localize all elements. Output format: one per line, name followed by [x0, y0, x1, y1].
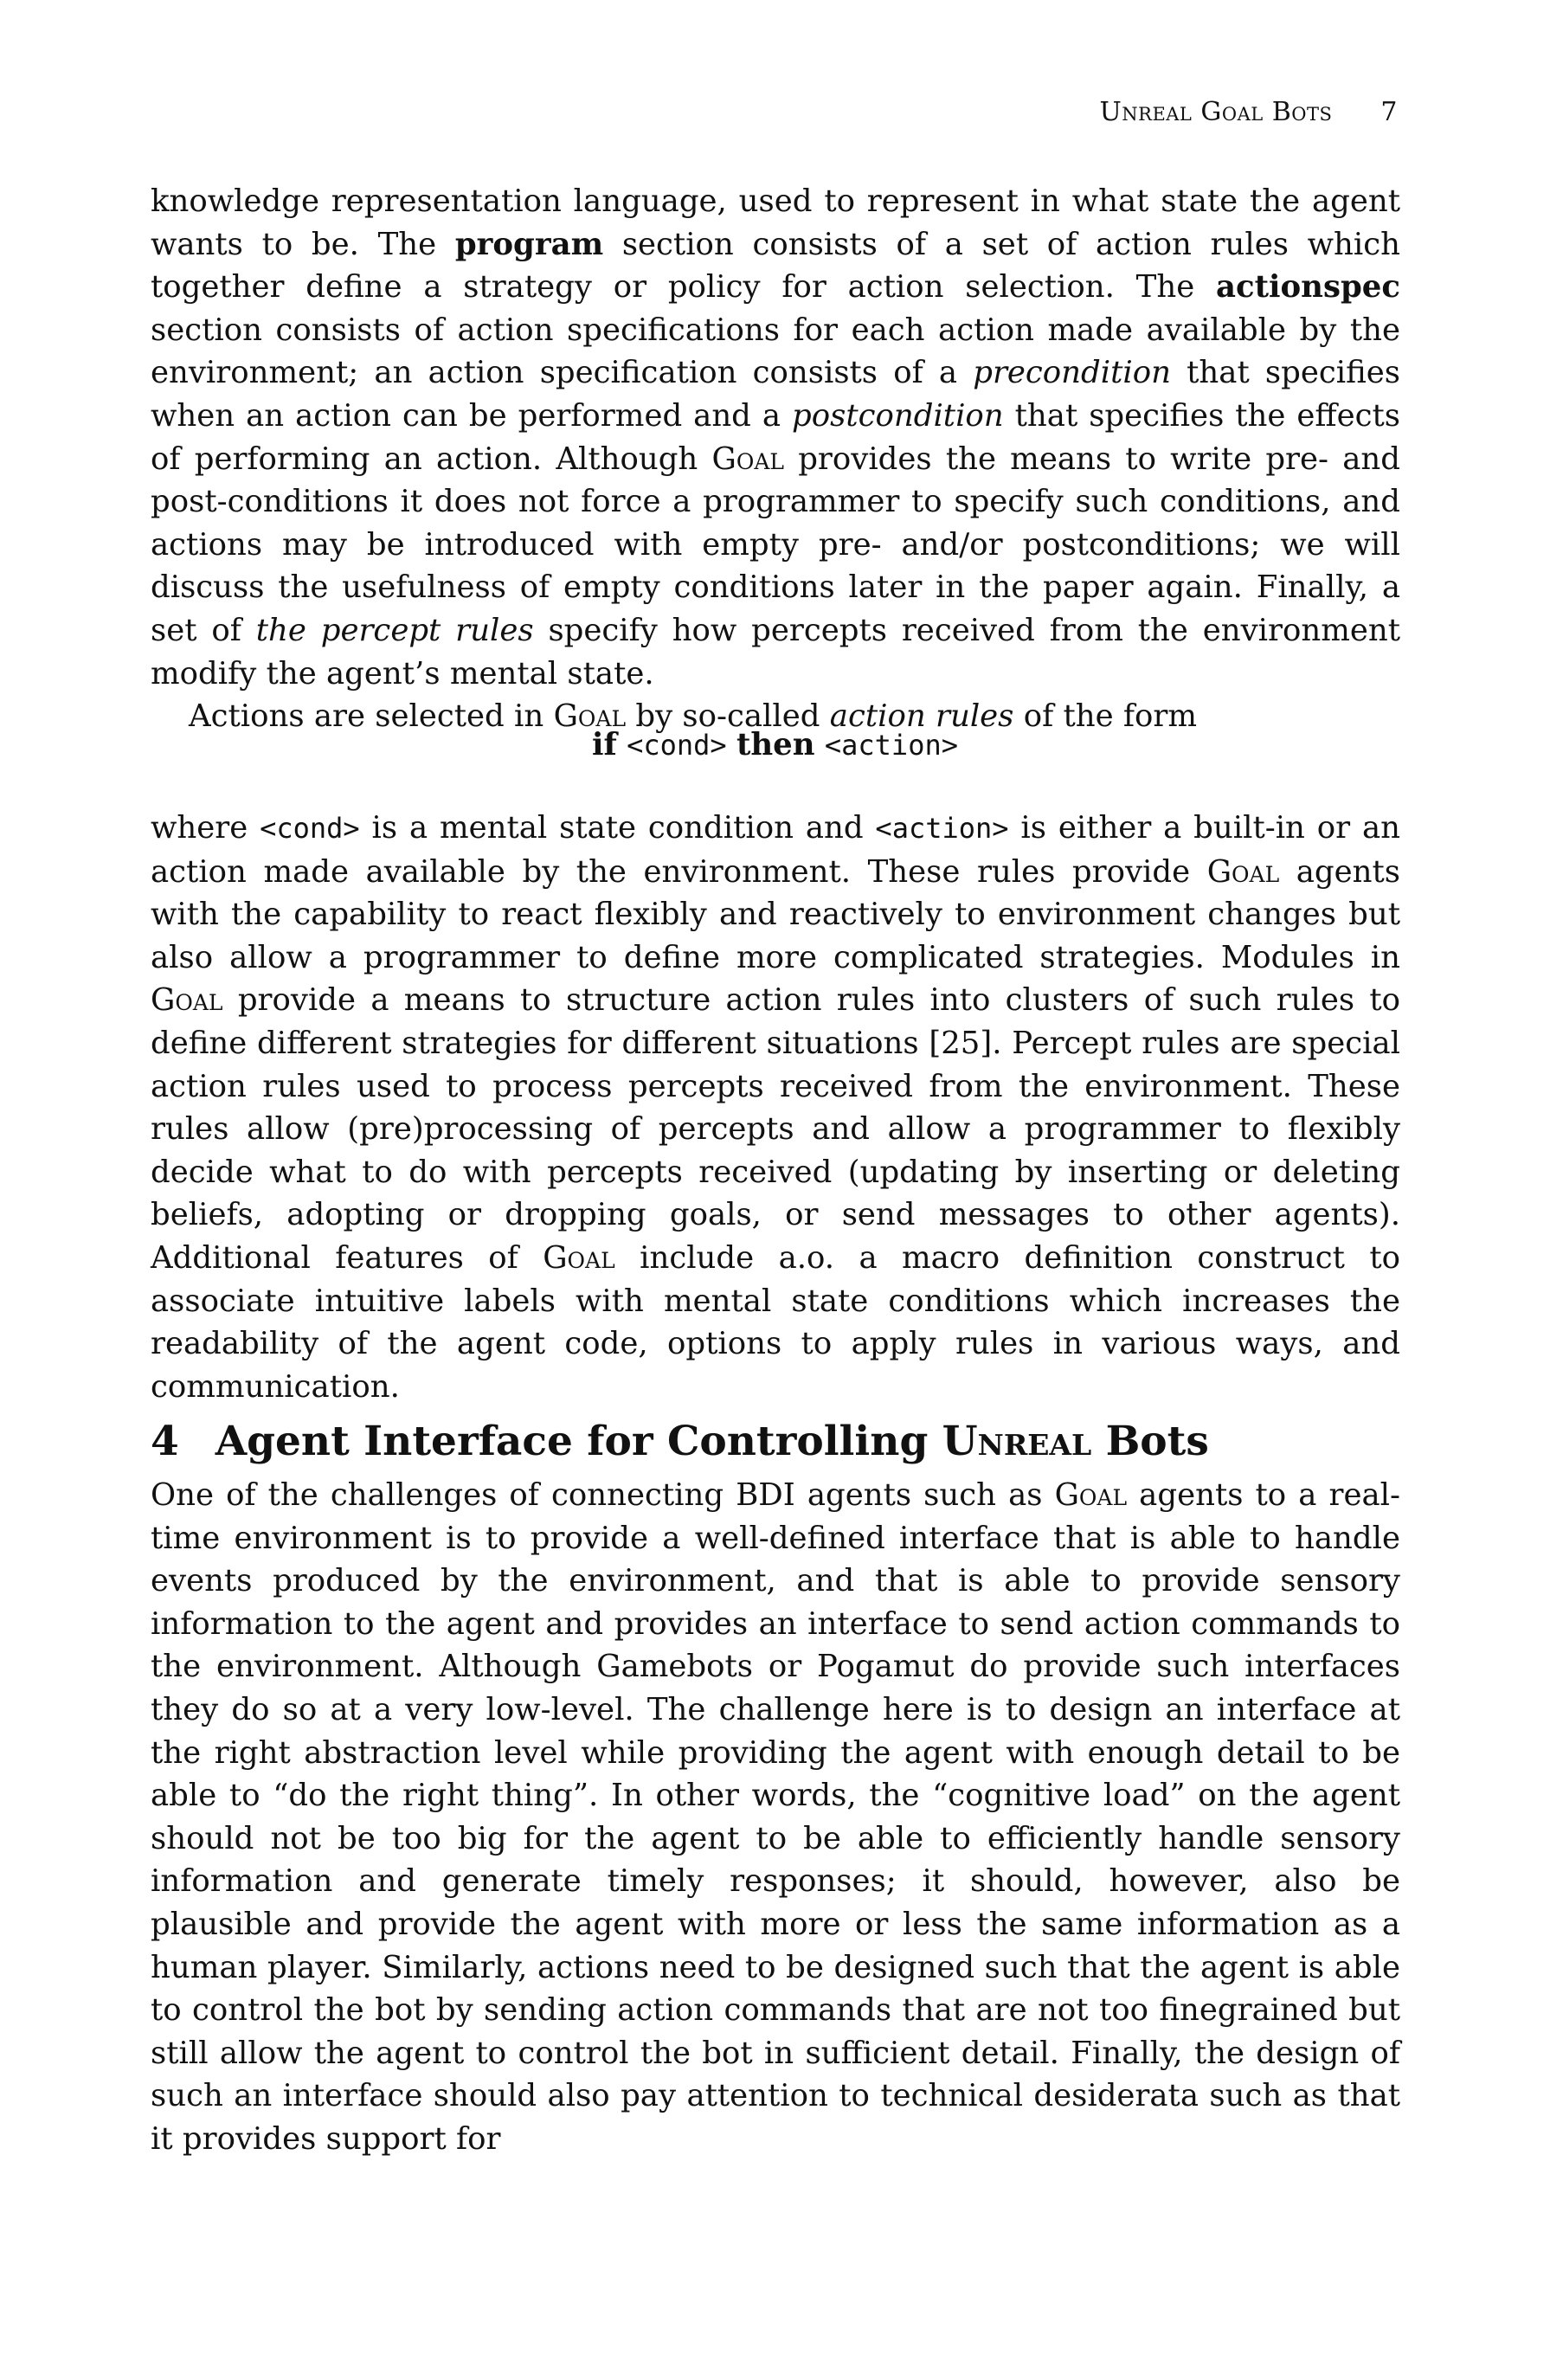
keyword-program: program: [454, 226, 604, 262]
body-block-bottom: [151, 1474, 1400, 2161]
paragraph-rules-explained: where <cond> is a mental state condition and <action> is either a built-in or an action made available by the environment. These rules provide Goal agents with the capability to react flexibly and reactively to environment changes but also allow a programmer to define more complicated strategies. Modules in Goal provide a means to structure action rules into clusters of such rules to define different strategies for different situations [25]. Percept rules are special action rules used to process percepts received from the environment. These rules allow (pre)processing of percepts and allow a programmer to flexibly decide what to do with percepts received (updating by inserting or deleting beliefs, adopting or dropping goals, or send messages to other agents). Additional features of Goal include a.o. a macro definition construct to associate intuitive labels with mental state conditions which increases the readability of the agent code, options to apply rules in various ways, and communication.: [151, 810, 1401, 1405]
keyword-actionspec: actionspec: [1216, 269, 1400, 306]
term-action-rules: action rules: [829, 698, 1014, 735]
term-precondition: precondition: [973, 355, 1171, 391]
action-rule-form: if <cond> then <action>: [592, 727, 958, 762]
goal-name: Goal: [553, 698, 627, 735]
goal-name: Goal: [711, 441, 784, 477]
paragraph-interface-challenges: One of the challenges of connecting BDI agents such as Goal agents to a real-time environment is to provide a well-defined interface that is able to handle events produced by the environment, and that is able to provide sensory information to the agent and provides an interface to send action commands to the environment. Although Gamebots or Pogamut do provide such interfaces they do so at a very low-level. The challenge here is to design an interface at the right abstraction level while providing the agent with enough detail to be able to “do the right thing”. In other words, the “cognitive load” on the agent should not be too big for the agent to be able to efficiently handle sensory information and generate timely responses; it should, however, also be plausible and provide the agent with more or less the same information as a human player. Similarly, actions need to be designed such that the agent is able to control the bot by sending action commands that are not too finegrained but still allow the agent to control the bot in sufficient detail. Finally, the design of such an interface should also pay attention to technical desiderata such as that it provides support for: [151, 1477, 1400, 2157]
section-heading: [151, 1418, 1400, 1465]
paragraph-goal-sections: knowledge representation language, used to represent in what state the agent wants to be. The program section consists of a set of action rules which together define a strategy or policy for action selection. The actionspec section consists of action specifications for each action made available by the environment; an action specification consists of a precondition that specifies when an action can be performed and a postcondition that specifies the effects of performing an action. Although Goal provides the means to write pre- and post-conditions it does not force a programmer to specify such conditions, and actions may be introduced with empty pre- and/or postconditions; we will discuss the usefulness of empty conditions later in the paper again. Finally, a set of the percept rules specify how percepts received from the environment modify the agent’s mental state.: [151, 183, 1400, 691]
section-number: 4: [151, 1418, 179, 1465]
term-postcondition: postcondition: [792, 397, 1004, 434]
body-block-top: [151, 180, 1400, 738]
term-percept-rules: the percept rules: [255, 612, 534, 648]
body-block-mid: [151, 807, 1400, 1408]
running-head: [1099, 97, 1398, 127]
running-title: Unreal Goal Bots: [1099, 97, 1333, 127]
section-title: Agent Interface for Controlling Unreal Bots: [215, 1418, 1209, 1465]
paragraph-action-rules-intro: Actions are selected in Goal by so-called action rules of the form: [189, 698, 1198, 735]
page-number: 7: [1380, 97, 1398, 127]
